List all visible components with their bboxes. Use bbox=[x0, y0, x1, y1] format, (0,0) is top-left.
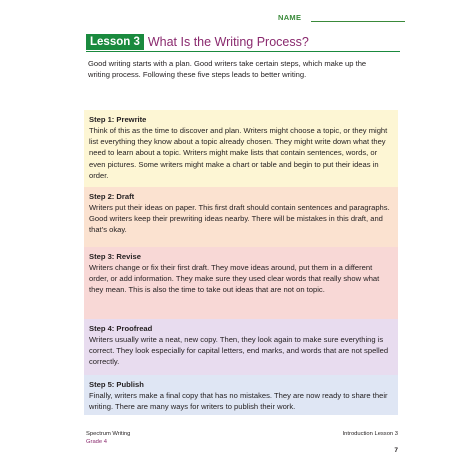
footer-book-info bbox=[86, 431, 130, 446]
step-box-revise bbox=[84, 247, 398, 319]
step-box-publish bbox=[84, 375, 398, 415]
lesson-heading bbox=[86, 33, 309, 50]
name-line bbox=[311, 21, 405, 22]
title-divider bbox=[86, 51, 400, 52]
step-title: Step 4: Proofread bbox=[89, 324, 153, 333]
step-body: Think of this as the time to discover and plan. Writers might choose a topic, or they might list everything they know about a topic already chosen. They might write down what they need to learn about a topic. Writers might make lists that contain sentences, words, or even pictures. Some writers might make a chart or table and begin to put their ideas in order. bbox=[89, 126, 388, 180]
step-body: Writers put their ideas on paper. This first draft should contain sentences and paragraphs. Good writers keep their prewriting ideas nearby. There will be mistakes in this draft, and that’s okay. bbox=[89, 203, 390, 235]
name-label: NAME bbox=[278, 13, 302, 22]
step-title: Step 2: Draft bbox=[89, 192, 135, 201]
step-box-proofread bbox=[84, 319, 398, 375]
step-box-prewrite bbox=[84, 110, 398, 187]
name-field bbox=[278, 13, 408, 25]
step-title: Step 3: Revise bbox=[89, 252, 141, 261]
step-box-draft bbox=[84, 187, 398, 247]
footer-grade: Grade 4 bbox=[86, 438, 107, 445]
step-title: Step 1: Prewrite bbox=[89, 115, 147, 124]
step-body: Writers change or fix their first draft. They move ideas around, put them in a different order, or add information. They make sure they used clear words that really show what they mean. This is also the time to take out ideas that are not on topic. bbox=[89, 263, 380, 295]
lesson-title: What Is the Writing Process? bbox=[147, 34, 309, 49]
steps-list bbox=[84, 110, 398, 415]
intro-paragraph: Good writing starts with a plan. Good writers take certain steps, which make up the writing process. Following these five steps leads to better writing. bbox=[88, 59, 367, 80]
footer-section: Introduction Lesson 3 bbox=[342, 431, 398, 437]
footer-book-title: Spectrum Writing bbox=[86, 431, 131, 437]
step-body: Writers usually write a neat, new copy. Then, they look again to make sure everything is correct. They look especially for capital letters, end marks, and words that are not spelled correctly. bbox=[89, 335, 389, 367]
lesson-badge: Lesson 3 bbox=[86, 34, 144, 50]
step-title: Step 5: Publish bbox=[89, 380, 144, 389]
page-number: 7 bbox=[394, 447, 398, 454]
step-body: Finally, writers make a final copy that has no mistakes. They are now ready to share their writing. There are many ways for writers to publish their work. bbox=[89, 391, 388, 412]
